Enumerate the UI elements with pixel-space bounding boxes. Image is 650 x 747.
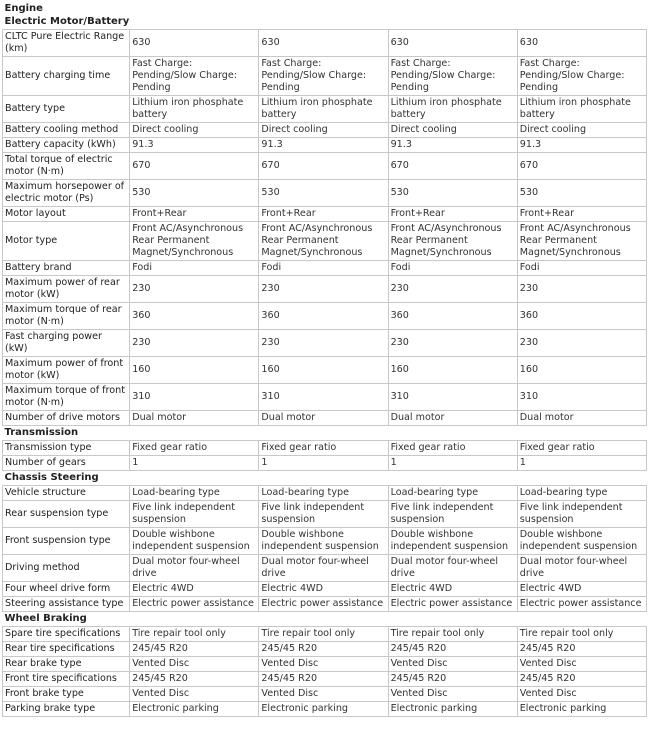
spec-value: 91.3 [130, 138, 259, 153]
spec-value: Electric 4WD [517, 582, 646, 597]
spec-value: Front AC/Asynchronous Rear Permanent Magnet/Synchronous [259, 222, 388, 261]
table-row [3, 582, 647, 597]
spec-value: Front+Rear [388, 207, 517, 222]
spec-label: Steering assistance type [3, 597, 130, 612]
spec-value: Direct cooling [130, 123, 259, 138]
table-row [3, 330, 647, 357]
spec-value: 630 [130, 30, 259, 57]
spec-label: Battery capacity (kWh) [3, 138, 130, 153]
spec-value: Double wishbone independent suspension [517, 528, 646, 555]
spec-value: Front+Rear [517, 207, 646, 222]
spec-value: Fodi [388, 261, 517, 276]
table-row [3, 411, 647, 426]
spec-label: Driving method [3, 555, 130, 582]
spec-label: Battery brand [3, 261, 130, 276]
spec-value: Dual motor [259, 411, 388, 426]
spec-label: Spare tire specifications [3, 627, 130, 642]
spec-value: 630 [259, 30, 388, 57]
spec-value: Five link independent suspension [517, 501, 646, 528]
spec-label: Motor layout [3, 207, 130, 222]
spec-value: 245/45 R20 [130, 672, 259, 687]
spec-value: Fixed gear ratio [517, 441, 646, 456]
spec-value: 1 [388, 456, 517, 471]
section-heading: Wheel Braking [4, 613, 87, 624]
spec-value: Dual motor four-wheel drive [388, 555, 517, 582]
spec-value: Fixed gear ratio [388, 441, 517, 456]
spec-value: Electronic parking [388, 702, 517, 717]
spec-label: Number of drive motors [3, 411, 130, 426]
spec-value: 530 [259, 180, 388, 207]
section-header-electric-motor-battery [3, 15, 647, 30]
spec-value: Electric power assistance [130, 597, 259, 612]
spec-label: Four wheel drive form [3, 582, 130, 597]
spec-value: 245/45 R20 [388, 672, 517, 687]
spec-value: 310 [388, 384, 517, 411]
section-heading: Chassis Steering [4, 472, 99, 483]
spec-label: Maximum horsepower of electric motor (Ps) [3, 180, 130, 207]
spec-label: Maximum power of front motor (kW) [3, 357, 130, 384]
spec-value: 230 [517, 276, 646, 303]
spec-value: Fixed gear ratio [130, 441, 259, 456]
spec-value: 160 [388, 357, 517, 384]
spec-value: Vented Disc [388, 687, 517, 702]
spec-value: Direct cooling [517, 123, 646, 138]
spec-label: Maximum torque of front motor (N·m) [3, 384, 130, 411]
table-row [3, 687, 647, 702]
table-row [3, 222, 647, 261]
spec-value: 245/45 R20 [259, 672, 388, 687]
spec-value: Fodi [259, 261, 388, 276]
spec-value: Front AC/Asynchronous Rear Permanent Magnet/Synchronous [388, 222, 517, 261]
spec-label: Transmission type [3, 441, 130, 456]
spec-value: 360 [517, 303, 646, 330]
spec-value: Tire repair tool only [259, 627, 388, 642]
spec-value: Electronic parking [517, 702, 646, 717]
spec-value: 160 [517, 357, 646, 384]
section-header-chassis-steering [3, 471, 647, 486]
spec-value: 530 [388, 180, 517, 207]
spec-value: Lithium iron phosphate battery [517, 96, 646, 123]
spec-label: Total torque of electric motor (N·m) [3, 153, 130, 180]
spec-value: Dual motor four-wheel drive [130, 555, 259, 582]
spec-value: 245/45 R20 [130, 642, 259, 657]
spec-value: Dual motor [517, 411, 646, 426]
spec-value: Five link independent suspension [388, 501, 517, 528]
spec-label: Maximum power of rear motor (kW) [3, 276, 130, 303]
spec-value: Dual motor [388, 411, 517, 426]
spec-value: Vented Disc [388, 657, 517, 672]
table-row [3, 276, 647, 303]
spec-value: Vented Disc [259, 657, 388, 672]
spec-value: Dual motor [130, 411, 259, 426]
spec-value: Electric 4WD [259, 582, 388, 597]
table-row [3, 384, 647, 411]
table-row [3, 441, 647, 456]
spec-value: 670 [259, 153, 388, 180]
spec-label: Rear suspension type [3, 501, 130, 528]
spec-value: Front AC/Asynchronous Rear Permanent Magnet/Synchronous [130, 222, 259, 261]
spec-value: Tire repair tool only [130, 627, 259, 642]
spec-label: Front tire specifications [3, 672, 130, 687]
section-header-wheel-braking [3, 612, 647, 627]
spec-value: Electric power assistance [388, 597, 517, 612]
table-row [3, 555, 647, 582]
spec-label: Fast charging power (kW) [3, 330, 130, 357]
spec-value: Electric 4WD [388, 582, 517, 597]
spec-value: 670 [517, 153, 646, 180]
spec-label: Rear brake type [3, 657, 130, 672]
table-row [3, 57, 647, 96]
spec-value: Vented Disc [259, 687, 388, 702]
spec-value: 230 [130, 276, 259, 303]
table-row [3, 357, 647, 384]
spec-value: 360 [388, 303, 517, 330]
table-row [3, 597, 647, 612]
spec-value: 230 [130, 330, 259, 357]
table-row [3, 657, 647, 672]
spec-value: 245/45 R20 [259, 642, 388, 657]
table-row [3, 138, 647, 153]
spec-value: Lithium iron phosphate battery [259, 96, 388, 123]
spec-value: Electric power assistance [259, 597, 388, 612]
spec-value: 630 [517, 30, 646, 57]
table-row [3, 96, 647, 123]
table-row [3, 672, 647, 687]
spec-value: Lithium iron phosphate battery [388, 96, 517, 123]
spec-value: 1 [259, 456, 388, 471]
spec-value: Fast Charge: Pending/Slow Charge: Pending [130, 57, 259, 96]
table-row [3, 180, 647, 207]
spec-value: Vented Disc [130, 687, 259, 702]
spec-value: 670 [388, 153, 517, 180]
spec-value: 230 [388, 330, 517, 357]
spec-value: 245/45 R20 [517, 672, 646, 687]
spec-value: Load-bearing type [517, 486, 646, 501]
spec-value: 230 [259, 330, 388, 357]
spec-value: Five link independent suspension [130, 501, 259, 528]
spec-value: Fodi [517, 261, 646, 276]
table-row [3, 528, 647, 555]
spec-value: Double wishbone independent suspension [388, 528, 517, 555]
spec-value: 91.3 [388, 138, 517, 153]
spec-value: 530 [130, 180, 259, 207]
spec-value: Lithium iron phosphate battery [130, 96, 259, 123]
spec-label: Parking brake type [3, 702, 130, 717]
spec-value: Fast Charge: Pending/Slow Charge: Pending [388, 57, 517, 96]
spec-value: Electronic parking [130, 702, 259, 717]
spec-value: Front+Rear [130, 207, 259, 222]
spec-value: 245/45 R20 [388, 642, 517, 657]
spec-value: Fast Charge: Pending/Slow Charge: Pending [517, 57, 646, 96]
section-header-transmission [3, 426, 647, 441]
spec-value: Dual motor four-wheel drive [517, 555, 646, 582]
spec-value: Front AC/Asynchronous Rear Permanent Magnet/Synchronous [517, 222, 646, 261]
spec-value: 630 [388, 30, 517, 57]
spec-value: 1 [130, 456, 259, 471]
spec-value: Tire repair tool only [388, 627, 517, 642]
spec-value: 91.3 [259, 138, 388, 153]
spec-value: 245/45 R20 [517, 642, 646, 657]
spec-value: 310 [130, 384, 259, 411]
spec-value: Front+Rear [259, 207, 388, 222]
spec-value: Direct cooling [388, 123, 517, 138]
spec-value: 360 [130, 303, 259, 330]
spec-value: Load-bearing type [130, 486, 259, 501]
spec-label: Battery cooling method [3, 123, 130, 138]
spec-label: Front brake type [3, 687, 130, 702]
spec-value: Dual motor four-wheel drive [259, 555, 388, 582]
spec-label: CLTC Pure Electric Range (km) [3, 30, 130, 57]
spec-value: Electronic parking [259, 702, 388, 717]
spec-label: Number of gears [3, 456, 130, 471]
table-row [3, 456, 647, 471]
spec-value: 360 [259, 303, 388, 330]
spec-label: Battery charging time [3, 57, 130, 96]
spec-label: Rear tire specifications [3, 642, 130, 657]
table-row [3, 486, 647, 501]
spec-value: Load-bearing type [388, 486, 517, 501]
spec-value: Electric 4WD [130, 582, 259, 597]
spec-value: Fodi [130, 261, 259, 276]
spec-label: Front suspension type [3, 528, 130, 555]
spec-label: Vehicle structure [3, 486, 130, 501]
table-row [3, 207, 647, 222]
table-title-row [3, 0, 647, 15]
table-row [3, 702, 647, 717]
spec-value: Vented Disc [517, 687, 646, 702]
spec-value: Vented Disc [130, 657, 259, 672]
section-heading: Electric Motor/Battery [4, 16, 130, 27]
spec-value: Vented Disc [517, 657, 646, 672]
spec-value: Direct cooling [259, 123, 388, 138]
spec-value: 670 [130, 153, 259, 180]
spec-value: 230 [517, 330, 646, 357]
section-heading: Transmission [4, 427, 79, 438]
spec-value: Fixed gear ratio [259, 441, 388, 456]
spec-value: Double wishbone independent suspension [130, 528, 259, 555]
spec-value: 310 [517, 384, 646, 411]
table-row [3, 153, 647, 180]
spec-value: Fast Charge: Pending/Slow Charge: Pending [259, 57, 388, 96]
spec-value: 160 [259, 357, 388, 384]
spec-value: Tire repair tool only [517, 627, 646, 642]
spec-value: 91.3 [517, 138, 646, 153]
spec-label: Battery type [3, 96, 130, 123]
table-row [3, 123, 647, 138]
spec-value: 160 [130, 357, 259, 384]
spec-label: Motor type [3, 222, 130, 261]
spec-value: 310 [259, 384, 388, 411]
spec-label: Maximum torque of rear motor (N·m) [3, 303, 130, 330]
table-row [3, 261, 647, 276]
spec-value: Electric power assistance [517, 597, 646, 612]
spec-value: 230 [388, 276, 517, 303]
table-row [3, 30, 647, 57]
spec-value: Five link independent suspension [259, 501, 388, 528]
table-row [3, 303, 647, 330]
table-row [3, 501, 647, 528]
spec-table-body [3, 0, 647, 717]
spec-value: 1 [517, 456, 646, 471]
table-row [3, 642, 647, 657]
table-row [3, 627, 647, 642]
spec-value: 530 [517, 180, 646, 207]
spec-value: Load-bearing type [259, 486, 388, 501]
spec-value: 230 [259, 276, 388, 303]
spec-value: Double wishbone independent suspension [259, 528, 388, 555]
spec-table [2, 0, 647, 717]
table-title: Engine [4, 2, 43, 14]
